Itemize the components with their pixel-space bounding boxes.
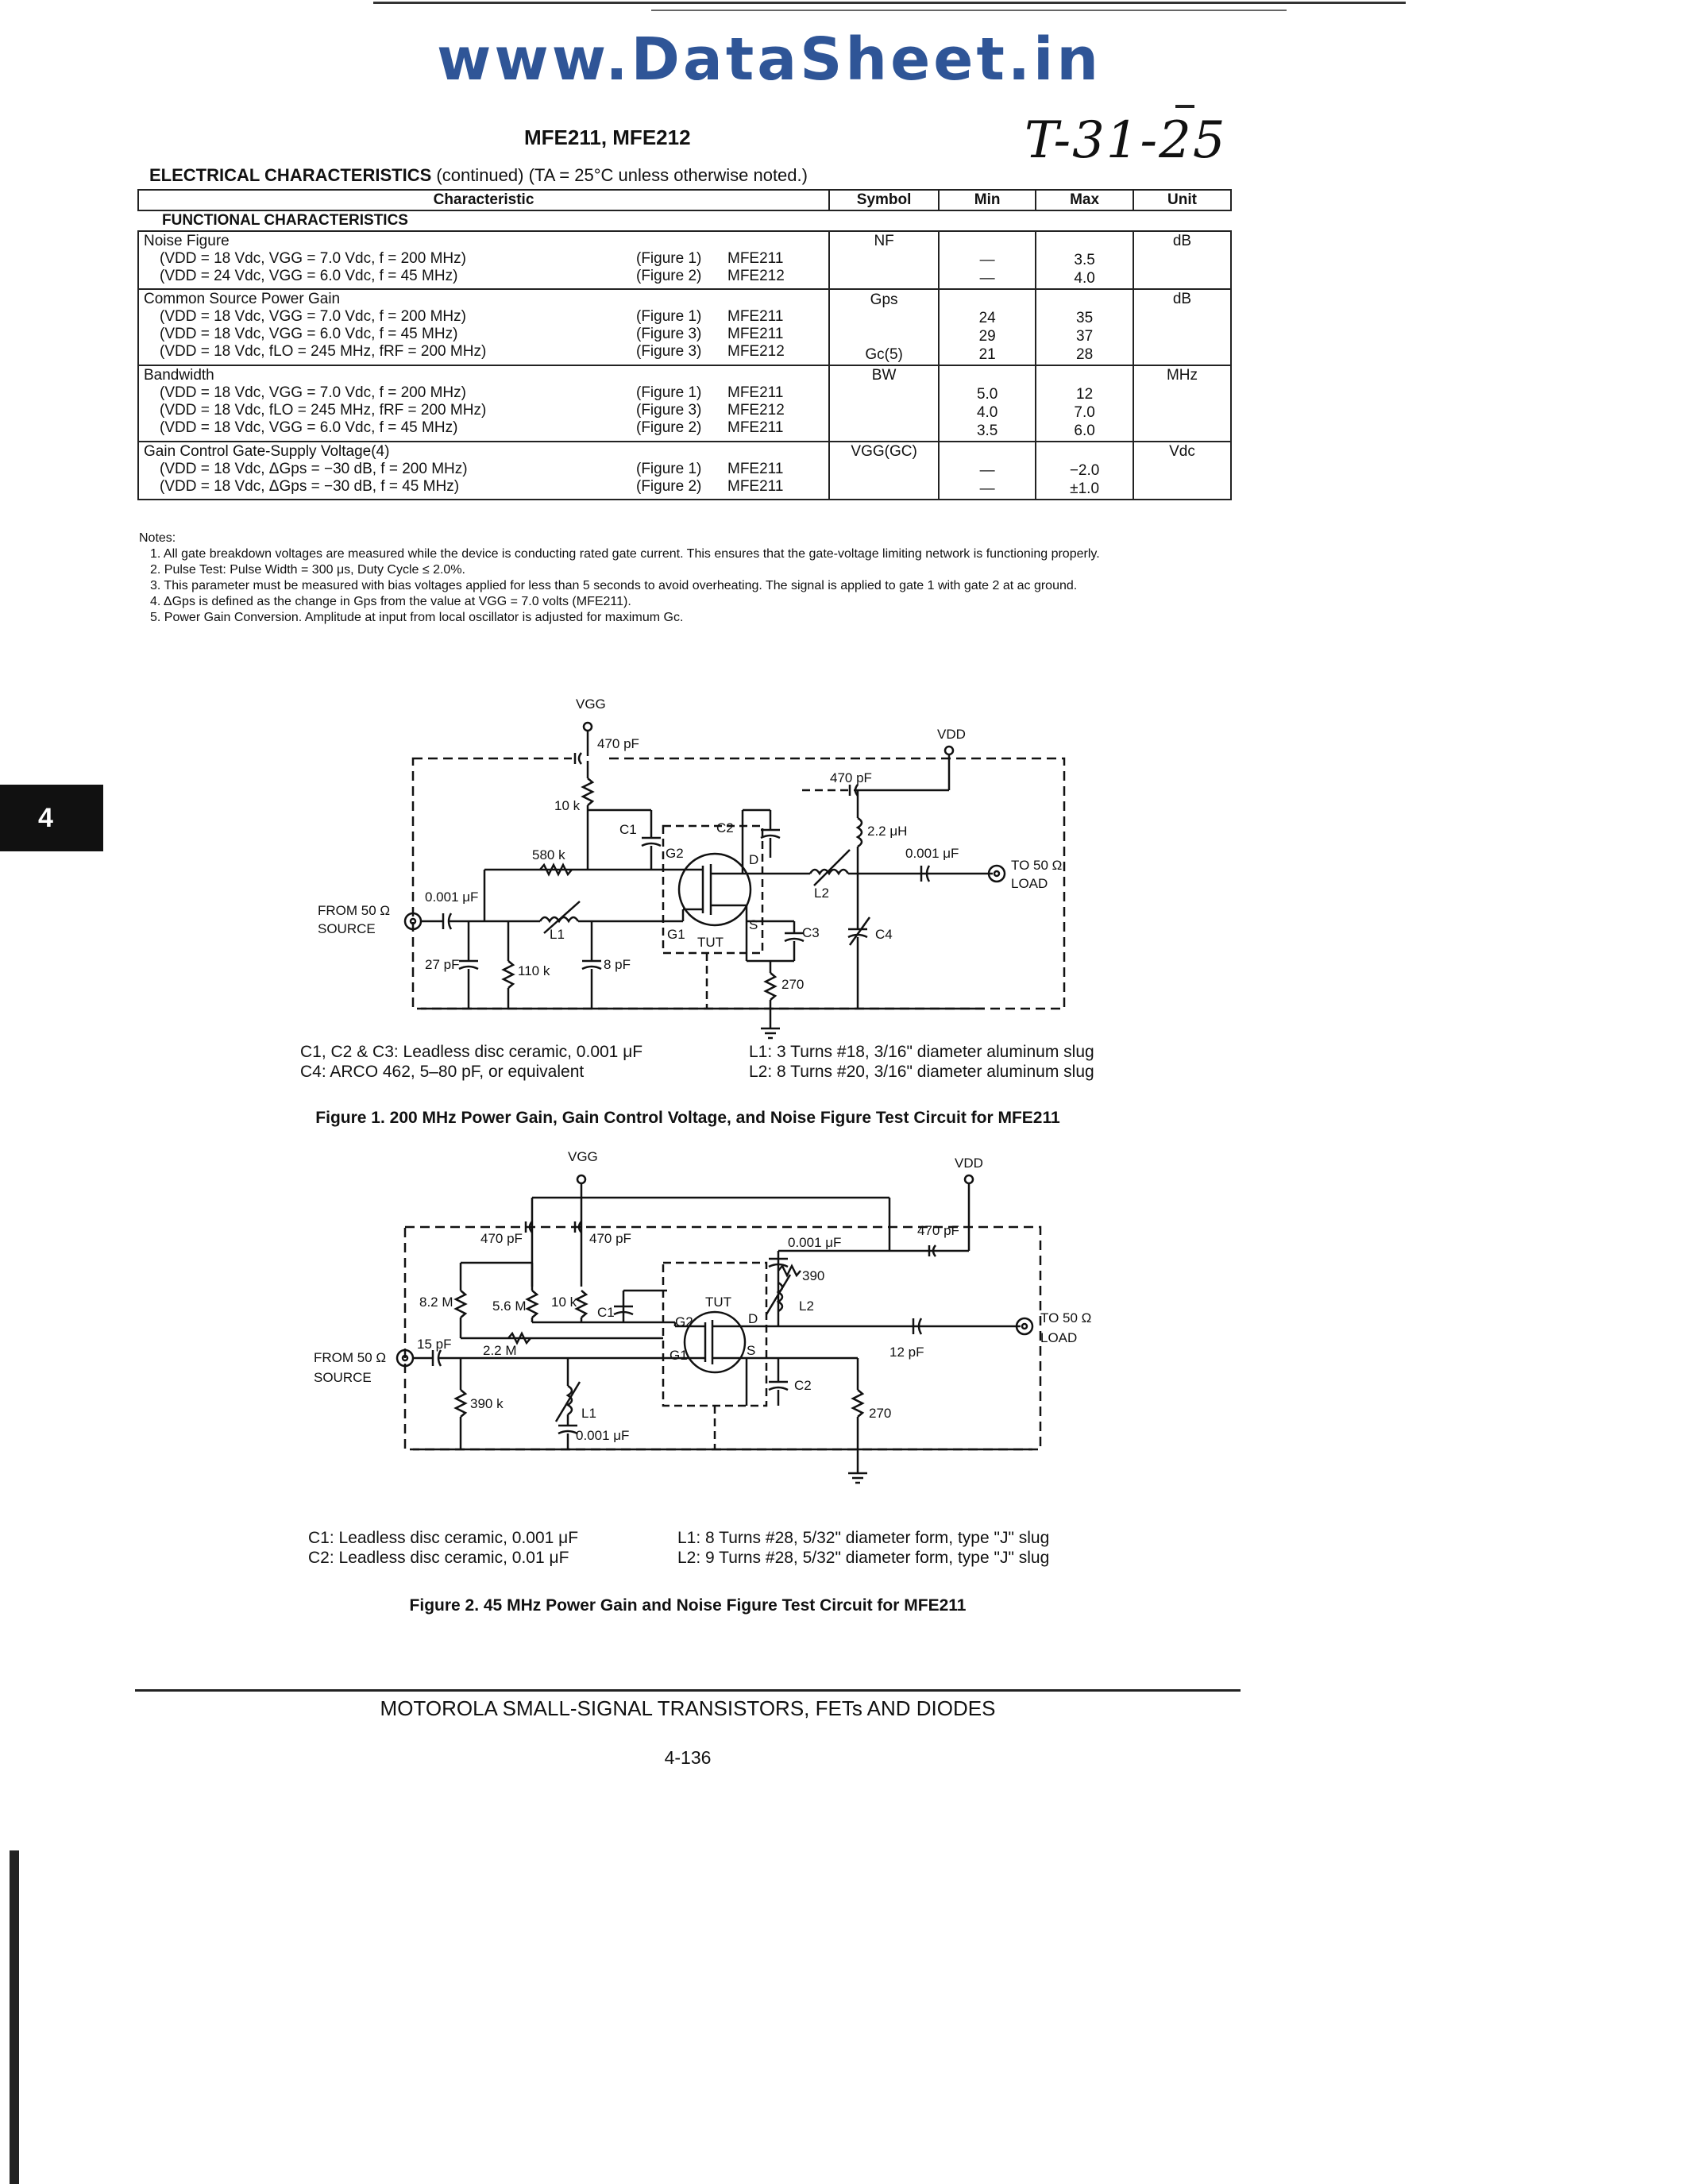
inductor-2-2uH (858, 818, 862, 847)
condition-text: (VDD = 18 Vdc, VGG = 6.0 Vdc, f = 45 MHz) (160, 326, 458, 342)
c2-label: C2 (716, 820, 734, 835)
max-value: 37 (1076, 328, 1094, 345)
g1-label: G1 (669, 1348, 688, 1363)
tut-label: TUT (697, 935, 724, 950)
max-value: 28 (1076, 346, 1094, 363)
condition-text: (VDD = 18 Vdc, ΔGps = −30 dB, f = 45 MHz) (160, 478, 460, 495)
characteristic-cell (138, 231, 829, 289)
device-name: MFE212 (727, 268, 785, 284)
top-rule-2 (651, 10, 1287, 11)
c15-label: 15 pF (417, 1337, 452, 1352)
fig1-legend-right (749, 1042, 1094, 1082)
figure-ref: (Figure 1) (636, 384, 702, 401)
condition-line (144, 478, 824, 496)
min-cell (939, 289, 1036, 365)
condition-text: (VDD = 18 Vdc, ΔGps = −30 dB, f = 200 MHz) (160, 461, 468, 477)
figure-ref: (Figure 2) (636, 419, 702, 436)
figure-ref: (Figure 2) (636, 478, 702, 495)
page-number: 4-136 (664, 1747, 712, 1768)
resistor-10k (583, 778, 592, 805)
resistor-390 (778, 1266, 801, 1275)
notes-title: Notes: (139, 531, 176, 545)
unit-cell: dB (1133, 231, 1231, 289)
l2-label: L2 (799, 1298, 814, 1314)
condition-line (144, 384, 824, 402)
c0001out-label: 0.001 μF (905, 846, 959, 861)
section-tab: 4 (0, 785, 103, 851)
footer-text: MOTOROLA SMALL-SIGNAL TRANSISTORS, FETs AND DIODES (380, 1696, 996, 1720)
condition-line (144, 326, 824, 343)
symbol-value: Gc(5) (865, 346, 903, 363)
r390k-label: 390 k (470, 1396, 504, 1411)
condition-text: (VDD = 18 Vdc, VGG = 7.0 Vdc, f = 200 MHz) (160, 250, 466, 267)
fig1-caption: Figure 1. 200 MHz Power Gain, Gain Control Voltage, and Noise Figure Test Circuit for MFE211 (315, 1109, 1060, 1127)
max-cell (1036, 231, 1133, 289)
condition-text: (VDD = 18 Vdc, VGG = 6.0 Vdc, f = 45 MHz) (160, 419, 458, 436)
max-value: 35 (1076, 310, 1094, 326)
note-item: 4. ΔGps is defined as the change in Gps from the value at VGG = 7.0 volts (MFE211). (150, 595, 631, 608)
page-title: MFE211, MFE212 (524, 125, 691, 149)
device-name: MFE212 (727, 343, 785, 360)
figure-ref: (Figure 1) (636, 461, 702, 477)
resistor-270 (766, 973, 775, 1000)
min-value: 3.5 (976, 423, 998, 439)
s-label: S (747, 1343, 756, 1358)
device-name: MFE211 (727, 461, 784, 477)
r270-label: 270 (781, 977, 805, 992)
table-row (138, 289, 1231, 365)
legend-line: C2: Leadless disc ceramic, 0.01 μF (308, 1549, 569, 1567)
resistor-5-6M (527, 1291, 537, 1318)
device-name: MFE211 (727, 384, 784, 401)
condition-text: (VDD = 18 Vdc, fLO = 245 MHz, fRF = 200 MHz) (160, 343, 487, 360)
device-name: MFE211 (727, 308, 784, 325)
max-value: −2.0 (1069, 462, 1100, 479)
min-value: — (979, 462, 995, 479)
r580-label: 580 k (532, 847, 565, 862)
to50-label: TO 50 Ω (1040, 1310, 1092, 1325)
group-name: Noise Figure (144, 233, 230, 249)
characteristic-cell (138, 442, 829, 500)
c470b-label: 470 pF (830, 770, 872, 785)
symbol-cell: BW (829, 365, 939, 442)
fig2-legend-right (677, 1528, 1049, 1568)
figure-ref: (Figure 1) (636, 250, 702, 267)
vgg-label: VGG (568, 1149, 598, 1164)
from50-label: FROM 50 Ω (318, 903, 391, 918)
top-rule (373, 2, 1406, 4)
group-name: Gain Control Gate-Supply Voltage(4) (144, 443, 390, 460)
note-item: 2. Pulse Test: Pulse Width = 300 μs, Duty Cycle ≤ 2.0%. (150, 563, 465, 577)
vdd-terminal (965, 1175, 973, 1183)
device-name: MFE212 (727, 402, 785, 419)
section-label: FUNCTIONAL CHARACTERISTICS (138, 210, 1231, 231)
to50-label: TO 50 Ω (1011, 858, 1063, 873)
figure-2-schematic (302, 1144, 1175, 1517)
c0001a-label: 0.001 μF (788, 1235, 842, 1250)
condition-line (144, 268, 824, 285)
condition-text: (VDD = 18 Vdc, fLO = 245 MHz, fRF = 200 MHz) (160, 402, 487, 419)
source-label: SOURCE (314, 1370, 372, 1385)
load-label: LOAD (1011, 876, 1048, 891)
section-row (138, 210, 1231, 231)
c4-label: C4 (875, 927, 893, 942)
r10k-label: 10 k (554, 798, 581, 813)
device-name: MFE211 (727, 419, 784, 436)
vgg-terminal (584, 723, 592, 731)
ec-heading-sub: (continued) (TA = 25°C unless otherwise noted.) (436, 165, 808, 185)
max-value: 6.0 (1074, 423, 1095, 439)
c470c-label: 470 pF (917, 1223, 959, 1238)
source-label: SOURCE (318, 921, 376, 936)
condition-text: (VDD = 18 Vdc, VGG = 7.0 Vdc, f = 200 MHz) (160, 384, 466, 401)
min-value: 5.0 (976, 386, 998, 403)
tut-transistor (679, 854, 751, 925)
figure-ref: (Figure 3) (636, 402, 702, 419)
fig2-legend-left (308, 1528, 578, 1568)
legend-line: C1, C2 & C3: Leadless disc ceramic, 0.001 μF (300, 1043, 643, 1061)
ec-heading-main: ELECTRICAL CHARACTERISTICS (149, 165, 432, 185)
scan-edge-bar (10, 1850, 19, 2184)
fig2-caption: Figure 2. 45 MHz Power Gain and Noise Figure Test Circuit for MFE211 (409, 1596, 967, 1615)
c470a-label: 470 pF (480, 1231, 523, 1246)
legend-line: L1: 3 Turns #18, 3/16" diameter aluminum slug (749, 1043, 1094, 1061)
device-name: MFE211 (727, 478, 784, 495)
resistor-10k (577, 1291, 586, 1318)
symbol-cell: NF (829, 231, 939, 289)
r390a-label: 390 (802, 1268, 825, 1283)
condition-line (144, 250, 824, 268)
min-cell (939, 442, 1036, 500)
c470b-label: 470 pF (589, 1231, 631, 1246)
figure-ref: (Figure 3) (636, 343, 702, 360)
watermark: www.DataSheet.in (437, 25, 1102, 94)
min-value: — (979, 480, 995, 497)
group-name: Common Source Power Gain (144, 291, 341, 307)
resistor-270 (853, 1390, 862, 1417)
unit-cell: MHz (1133, 365, 1231, 442)
c0001in-label: 0.001 μF (425, 889, 479, 905)
condition-line (144, 343, 824, 361)
g2-label: G2 (666, 846, 684, 861)
figure-1-schematic (302, 691, 1175, 1040)
symbol-cell: VGG(GC) (829, 442, 939, 500)
d-label: D (749, 852, 759, 867)
device-name: MFE211 (727, 250, 784, 267)
condition-text: (VDD = 24 Vdc, VGG = 6.0 Vdc, f = 45 MHz) (160, 268, 458, 284)
min-value: — (979, 252, 995, 268)
resistor-8-2M (456, 1291, 465, 1318)
resistor-390k (456, 1390, 465, 1417)
condition-line (144, 419, 824, 437)
note-item: 1. All gate breakdown voltages are measured while the device is conducting rated gate current. This ensures that the gate-voltage limiting network is functioning properly. (150, 547, 1100, 561)
min-value: — (979, 270, 995, 287)
symbol-cell (829, 289, 939, 365)
d-label: D (748, 1311, 758, 1326)
r82-label: 8.2 M (419, 1295, 453, 1310)
table-row (138, 365, 1231, 442)
min-value: 24 (978, 310, 996, 326)
vdd-label: VDD (955, 1156, 983, 1171)
characteristic-cell (138, 289, 829, 365)
vgg-terminal (577, 1175, 585, 1183)
g2-label: G2 (675, 1314, 693, 1329)
unit-cell: dB (1133, 289, 1231, 365)
legend-line: L2: 9 Turns #28, 5/32" diameter form, type "J" slug (677, 1549, 1050, 1567)
max-value: 12 (1076, 386, 1094, 403)
c2-label: C2 (794, 1378, 812, 1393)
legend-line: C1: Leadless disc ceramic, 0.001 μF (308, 1529, 579, 1547)
ec-heading (149, 165, 808, 186)
r270-label: 270 (869, 1406, 892, 1421)
c27-label: 27 pF (425, 957, 460, 972)
shield-enclosure (413, 758, 1064, 1009)
condition-line (144, 461, 824, 478)
group-name: Bandwidth (144, 367, 214, 384)
r56-label: 5.6 M (492, 1298, 527, 1314)
c1-label: C1 (619, 822, 637, 837)
c470a-label: 470 pF (597, 736, 639, 751)
fig1-legend-left (300, 1042, 642, 1082)
legend-line: L2: 8 Turns #20, 3/16" diameter aluminum slug (749, 1063, 1094, 1081)
r10k-label: 10 k (551, 1295, 577, 1310)
r22-label: 2.2 M (483, 1343, 517, 1358)
symbol-value: Gps (870, 291, 898, 308)
c1-label: C1 (597, 1305, 615, 1320)
handwritten-dash (1175, 105, 1194, 108)
condition-line (144, 402, 824, 419)
table-row (138, 231, 1231, 289)
col-header-characteristic: Characteristic (138, 190, 829, 210)
table-row (138, 442, 1231, 500)
load-label: LOAD (1040, 1330, 1078, 1345)
tut-transistor (685, 1312, 745, 1372)
legend-line: L1: 8 Turns #28, 5/32" diameter form, type "J" slug (677, 1529, 1050, 1547)
footer-rule (135, 1689, 1241, 1692)
resistor-110k (504, 961, 513, 988)
col-header-min: Min (939, 190, 1036, 210)
min-cell (939, 231, 1036, 289)
note-item: 3. This parameter must be measured with bias voltages applied for less than 5 seconds to avoid overheating. The signal is applied to gate 1 with gate 2 at ac ground. (150, 579, 1078, 592)
characteristic-cell (138, 365, 829, 442)
l22-label: 2.2 μH (867, 824, 908, 839)
notes (139, 531, 1227, 626)
figure-ref: (Figure 1) (636, 308, 702, 325)
col-header-symbol: Symbol (829, 190, 939, 210)
max-value: 3.5 (1074, 252, 1095, 268)
from50-label: FROM 50 Ω (314, 1350, 387, 1365)
note-item: 5. Power Gain Conversion. Amplitude at input from local oscillator is adjusted for maximum Gc. (150, 611, 684, 624)
handwritten-note: T-31-25 (1025, 111, 1227, 170)
l1-label: L1 (581, 1406, 596, 1421)
figure-ref: (Figure 3) (636, 326, 702, 342)
min-value: 29 (978, 328, 996, 345)
c3-label: C3 (802, 925, 820, 940)
s-label: S (749, 917, 758, 932)
min-value: 21 (978, 346, 996, 363)
r110-label: 110 k (518, 963, 550, 978)
max-value: 4.0 (1074, 270, 1095, 287)
vdd-label: VDD (937, 727, 966, 742)
col-header-unit: Unit (1133, 190, 1231, 210)
g1-label: G1 (667, 927, 685, 942)
electrical-characteristics-table (137, 189, 1232, 500)
max-cell (1036, 289, 1133, 365)
min-cell (939, 365, 1036, 442)
device-name: MFE211 (727, 326, 784, 342)
table-header-row (138, 190, 1231, 210)
vdd-terminal (945, 747, 953, 754)
max-cell (1036, 365, 1133, 442)
max-cell (1036, 442, 1133, 500)
condition-line (144, 308, 824, 326)
max-value: ±1.0 (1070, 480, 1100, 497)
c0001b-label: 0.001 μF (576, 1428, 630, 1443)
vgg-label: VGG (576, 696, 606, 712)
c12-label: 12 pF (889, 1345, 924, 1360)
col-header-max: Max (1036, 190, 1133, 210)
l2-label: L2 (814, 886, 829, 901)
max-value: 7.0 (1074, 404, 1095, 421)
condition-text: (VDD = 18 Vdc, VGG = 7.0 Vdc, f = 200 MHz) (160, 308, 466, 325)
c8-label: 8 pF (604, 957, 631, 972)
legend-line: C4: ARCO 462, 5–80 pF, or equivalent (300, 1063, 585, 1081)
unit-cell: Vdc (1133, 442, 1231, 500)
tut-label: TUT (705, 1295, 732, 1310)
figure-ref: (Figure 2) (636, 268, 702, 284)
l1-label: L1 (550, 927, 565, 942)
min-value: 4.0 (976, 404, 998, 421)
